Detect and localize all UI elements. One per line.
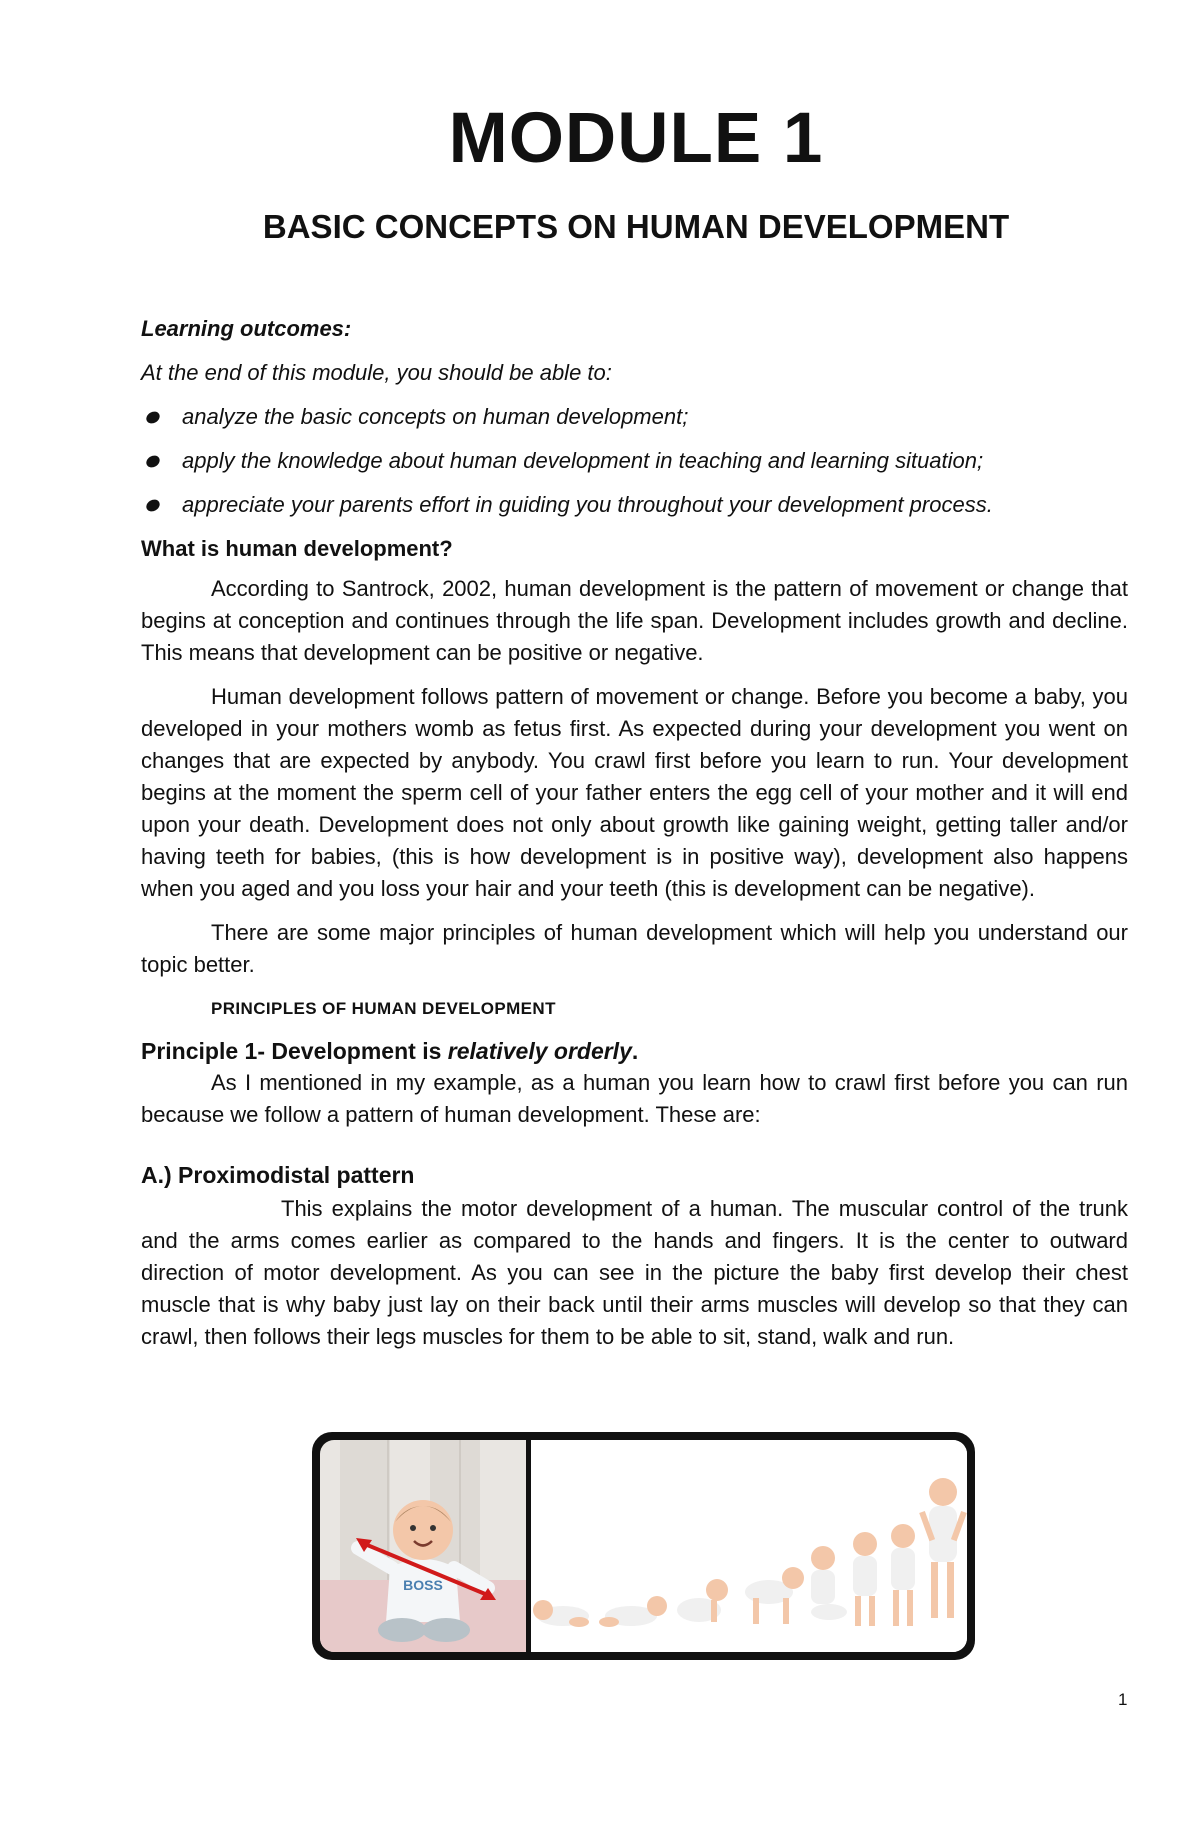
paragraph-pattern: Human development follows pattern of movement or change. Before you become a baby, you developed in your mothers womb as fetus first. As expected during your development you went on changes that are expected by anybody. You crawl first before you learn to run. Your development begins at the moment the sperm cell of your father enters the egg cell of your mother and it will end upon your death. Development does not only about growth like gaining weight, getting taller and/or having teeth for babies, (this is how development is in positive way), development also happens when you aged and you loss your hair and your teeth (this is development can be negative). [141, 684, 1128, 901]
principle-1-heading-emphasis: relatively orderly [447, 1038, 632, 1064]
list-item [141, 445, 1128, 477]
bullet-icon [144, 409, 162, 426]
principle-1-heading-suffix: . [631, 1038, 639, 1064]
module-subtitle: BASIC CONCEPTS ON HUMAN DEVELOPMENT [262, 208, 1010, 245]
bullet-icon [144, 497, 162, 514]
learning-outcomes-heading: Learning outcomes: [141, 316, 352, 341]
main-content [141, 313, 1128, 1365]
list-item [141, 489, 1128, 521]
bullet-icon [144, 453, 162, 470]
learning-outcomes-intro: At the end of this module, you should be able to: [141, 360, 612, 385]
principle-1-heading-prefix: Principle 1- Development is [141, 1038, 448, 1064]
outcome-text: analyze the basic concepts on human development; [182, 404, 689, 429]
baby-arms-photo [320, 1440, 526, 1652]
principle-1-paragraph: As I mentioned in my example, as a human you learn how to crawl first before you can run because we follow a pattern of human development. These are: [141, 1070, 1128, 1127]
paragraph-definition: According to Santrock, 2002, human development is the pattern of movement or change that begins at conception and continues through the life span. Development includes growth and decline. This means that development can be positive or negative. [141, 576, 1128, 665]
proximodistal-paragraph: This explains the motor development of a human. The muscular control of the trunk and the arms comes earlier as compared to the hands and fingers. It is the center to outward direction of motor development. As you can see in the picture the baby first develop their chest muscle that is why baby just lay on their back until their arms muscles will develop so that they can crawl, then follows their legs muscles for them to be able to sit, stand, walk and run. [141, 1196, 1128, 1349]
outcome-text: apply the knowledge about human development in teaching and learning situation; [182, 448, 984, 473]
principles-heading: PRINCIPLES OF HUMAN DEVELOPMENT [211, 999, 556, 1018]
shirt-text: BOSS [403, 1577, 443, 1593]
what-is-heading: What is human development? [141, 536, 453, 561]
module-title: MODULE 1 [448, 99, 824, 178]
learning-outcomes-list [141, 401, 1128, 521]
development-sequence-photo [531, 1440, 967, 1652]
development-figure [312, 1432, 975, 1660]
list-item [141, 401, 1128, 433]
outcome-text: appreciate your parents effort in guiding you throughout your development process. [182, 492, 993, 517]
principle-1-heading [141, 1035, 1128, 1067]
proximodistal-heading: A.) Proximodistal pattern [141, 1162, 415, 1188]
paragraph-principles-intro: There are some major principles of human development which will help you understand our topic better. [141, 920, 1128, 977]
page-number: 1 [1118, 1690, 1128, 1709]
